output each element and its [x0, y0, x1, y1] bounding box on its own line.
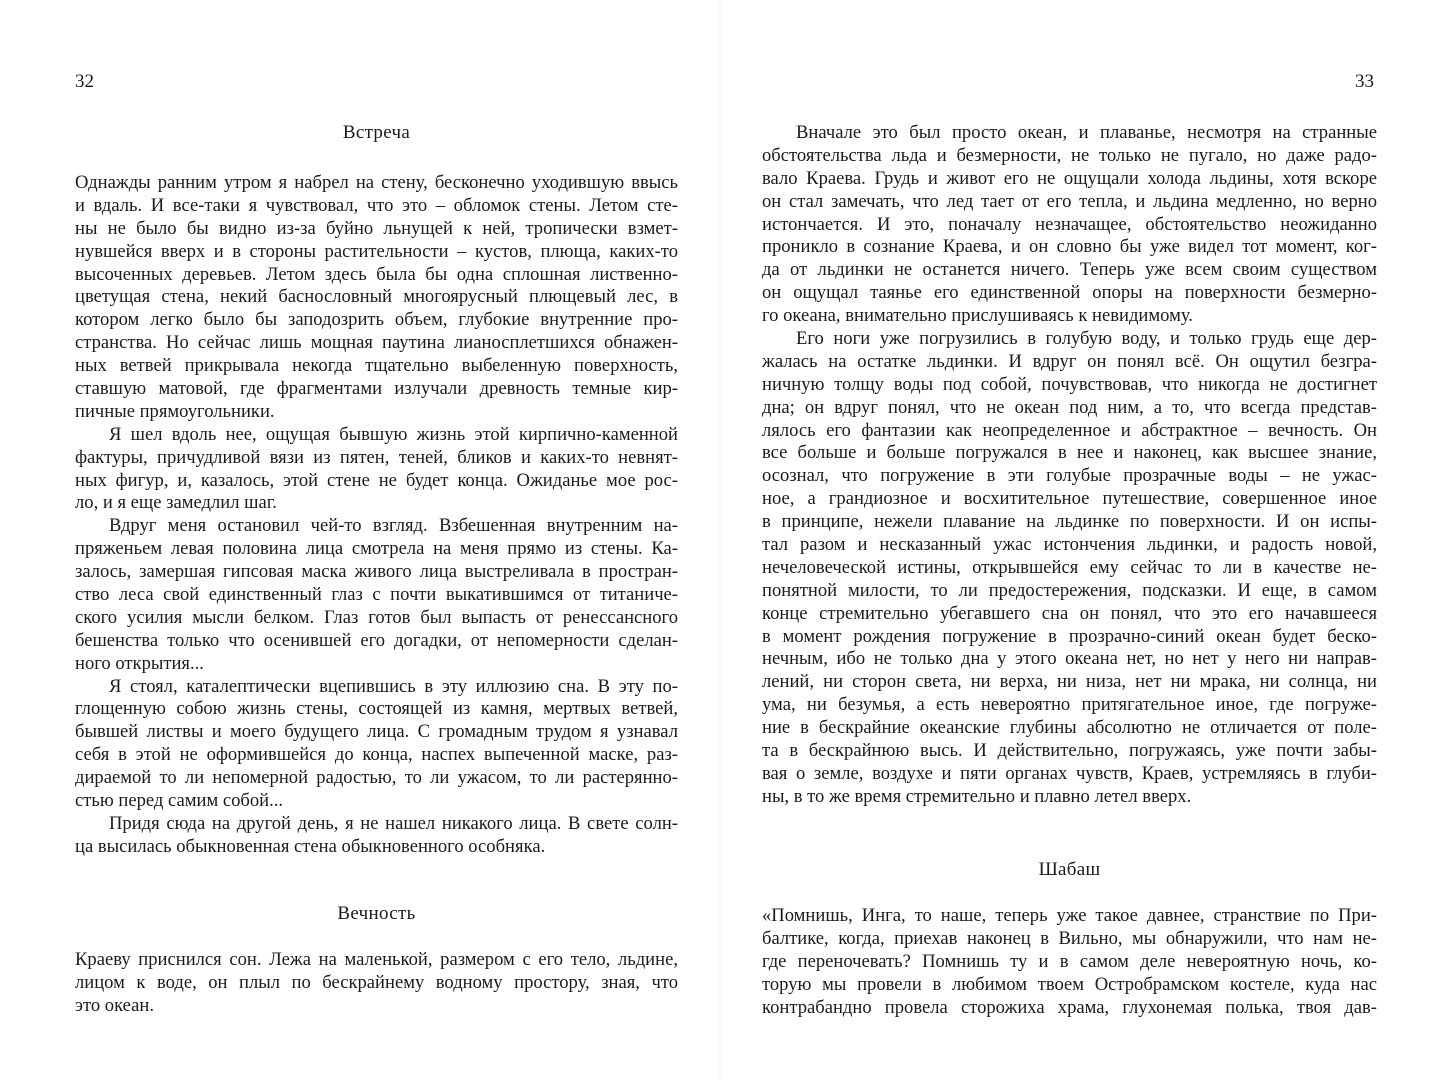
text-line: глощенную собою жизнь стены, состоящей из камня, мертвых ветвей,: [75, 698, 678, 720]
text-line: он ощущал таянье его единственной опоры на поверхности безмерно-: [762, 282, 1377, 304]
left-page-number: 32: [75, 71, 94, 92]
text-line: Я шел вдоль нее, ощущая бывшую жизнь этой кирпично-каменной: [109, 423, 678, 445]
text-line: дираемой то ли непомерной радостью, то ли ужасом, то ли растерянно-: [75, 767, 678, 789]
text-line: да от льдинки не останется ничего. Теперь уже всем своим существом: [762, 259, 1377, 281]
text-line: Вдруг меня остановил чей-то взгляд. Взбешенная внутренним на-: [109, 515, 678, 537]
text-line: конце стремительно убегавшего сна он понял, что это его начавшееся: [762, 602, 1377, 624]
text-line: бывшей листвы и моего будущего лица. С громадным трудом я узнавал: [75, 721, 678, 743]
text-line: ние в бескрайние океанские глубины абсолютно не отличается от поле-: [762, 717, 1377, 739]
section-title-vstrecha: Встреча: [342, 122, 411, 143]
text-line: ны, в то же время стремительно и плавно летел вверх.: [762, 785, 1192, 807]
text-line: истончается. И это, поначалу незначащее, обстоятельство неожиданно: [762, 213, 1377, 235]
text-line: лялось его фантазии как неопределенное и абстрактное – вечность. Он: [762, 419, 1377, 441]
text-line: го океана, внимательно прислушиваясь к невидимому.: [762, 305, 1193, 327]
text-line: Его ноги уже погрузились в голубую воду, и только грудь еще дер-: [796, 328, 1377, 350]
text-line: лицом к воде, он плыл по бескрайнему водному простору, зная, что: [75, 971, 678, 993]
text-line: осознал, что погружение в эти голубые прозрачные воды – не ужас-: [762, 465, 1377, 487]
text-line: в момент рождения погружение в прозрачно-синий океан будет беско-: [762, 625, 1377, 647]
text-line: пряженьем левая половина лица смотрела на меня прямо из стены. Ка-: [75, 538, 678, 560]
text-line: где переночевать? Помнишь ту и в самом деле невероятную ночь, ко-: [762, 950, 1377, 972]
text-line: залось, замершая гипсовая маска живого лица выстреливала в простран-: [75, 561, 678, 583]
text-line: ных ветвей прикрывала некогда тщательно выбеленную поверхность,: [75, 355, 678, 377]
text-line: стью перед самим собой...: [75, 790, 284, 812]
text-line: ное, а грандиозное и восхитительное путешествие, совершенное иное: [762, 488, 1377, 510]
text-line: лений, ни сторон света, ни верха, ни низа, нет ни мрака, ни солнца, ни: [762, 671, 1377, 693]
section-body-vechnost-continued: [762, 122, 1377, 809]
text-line: фактуры, причудливой вязи из пятен, теней, бликов и каких-то невнят-: [75, 446, 678, 468]
section-title-vechnost: Вечность: [337, 903, 416, 924]
text-line: контрабандно провела сторожиха храма, глухонемая полька, твоя дав-: [762, 996, 1377, 1018]
text-line: ных фигур, и, казалось, этой стене не будет конца. Ожиданье мое рос-: [75, 469, 678, 491]
section-body-shabash: [762, 905, 1377, 1019]
text-line: жалась на остатке льдинки. И вдруг он понял всё. Он ощутил безгра-: [762, 350, 1377, 372]
text-line: нечным, ибо не только дна у этого океана нет, но нет у него ни направ-: [762, 648, 1377, 670]
right-page-number: 33: [1355, 71, 1374, 92]
text-line: высоченных деревьев. Летом здесь была бы одна сплошная лиственно-: [75, 263, 678, 285]
text-line: все больше и больше погружался в нее и наконец, как высшее знание,: [762, 442, 1377, 464]
text-line: это океан.: [75, 994, 155, 1016]
text-line: понятной милости, то ли предостережения, подсказки. И еще, в самом: [762, 579, 1377, 601]
text-line: Однажды ранним утром я набрел на стену, бесконечно уходившую ввысь: [75, 172, 678, 193]
text-line: Я стоял, каталептически вцепившись в эту иллюзию сна. В эту по-: [109, 675, 678, 697]
text-line: торую мы провели в любимом твоем Остробрамском костеле, куда нас: [762, 973, 1377, 995]
text-line: балтике, когда, приехав наконец в Вильно, мы обнаружили, что нам не-: [762, 927, 1377, 949]
text-line: дна; он вдруг понял, что не океан под ним, а то, что всегда представ-: [762, 396, 1377, 418]
text-line: обстоятельства льда и безмерности, не только не пугало, но даже радо-: [762, 144, 1377, 166]
text-line: Придя сюда на другой день, я не нашел никакого лица. В свете солн-: [109, 812, 678, 834]
text-line: тал разом и несказанный ужас истончения льдинки, и радость новой,: [762, 534, 1377, 556]
text-line: цветущая стена, некий баснословный многоярусный плющевый лес, в: [75, 286, 678, 308]
section-title-shabash: Шабаш: [1038, 859, 1101, 880]
text-line: вало Краева. Грудь и живот его не ощущали холода льдины, хотя вскоре: [762, 167, 1377, 189]
text-line: ца высилась обыкновенная стена обыкновенного особняка.: [75, 835, 546, 857]
section-body-vechnost: [75, 949, 678, 1018]
text-line: ставшую матовой, где фрагментами излучали древность темные кир-: [75, 378, 678, 400]
text-line: в принципе, нежели плавание на льдинке по поверхности. И он испы-: [762, 511, 1377, 533]
text-line: ство леса свой единственный глаз с почти выкатившимся от титаниче-: [75, 584, 678, 606]
text-line: та в бескрайнюю высь. И действительно, погружаясь, уже почти забы-: [762, 740, 1377, 762]
text-line: он стал замечать, что лед тает от его тепла, и льдина медленно, но верно: [762, 190, 1377, 212]
text-line: пичные прямоугольники.: [75, 400, 275, 422]
text-line: бешенства только что осенившей его догадки, от непомерности сделан-: [75, 629, 678, 651]
text-line: нечеловеческой истины, открывшейся ему сейчас то ли в качестве не-: [762, 556, 1377, 578]
text-line: ума, ни безумья, а есть невероятно притягательное иное, где погруже-: [762, 694, 1377, 716]
text-line: нувшейся вверх и в стороны растительности – кустов, плюща, каких-то: [75, 240, 678, 262]
text-line: проникло в сознание Краева, и он словно бы уже видел тот момент, ког-: [762, 236, 1377, 258]
text-line: ны не было бы видно из-за буйно льнущей к ней, тропически взмет-: [75, 217, 678, 239]
text-line: Краеву приснился сон. Лежа на маленькой, размером с его тело, льдине,: [75, 949, 678, 970]
text-line: ничную толщу воды под собой, почувствовав, что никогда не достигнет: [762, 373, 1377, 395]
text-line: Вначале это был просто океан, и плаванье, несмотря на странные: [796, 122, 1377, 143]
text-line: ного открытия...: [75, 652, 204, 674]
book-gutter: [718, 0, 722, 1080]
text-line: ского усилия мысли белком. Глаз готов был выпасть от ренессансного: [75, 606, 678, 628]
text-line: странства. Но сейчас лишь мощная паутина лианосплетшихся обнажен-: [75, 332, 678, 354]
text-line: и вдаль. И все-таки я чувствовал, что это – обломок стены. Летом сте-: [75, 194, 678, 216]
text-line: себя в этой не оформившейся до конца, наспех выпеченной маске, раз-: [75, 744, 678, 766]
text-line: котором легко было бы заподозрить объем, глубокие внутренние про-: [75, 309, 678, 331]
text-line: ло, и я еще замедлил шаг.: [75, 492, 277, 514]
text-line: вая о земле, воздухе и пяти органах чувств, Краев, устремляясь в глуби-: [762, 762, 1377, 784]
section-body-vstrecha: [75, 172, 678, 859]
text-line: «Помнишь, Инга, то наше, теперь уже такое давнее, странствие по При-: [762, 905, 1377, 926]
